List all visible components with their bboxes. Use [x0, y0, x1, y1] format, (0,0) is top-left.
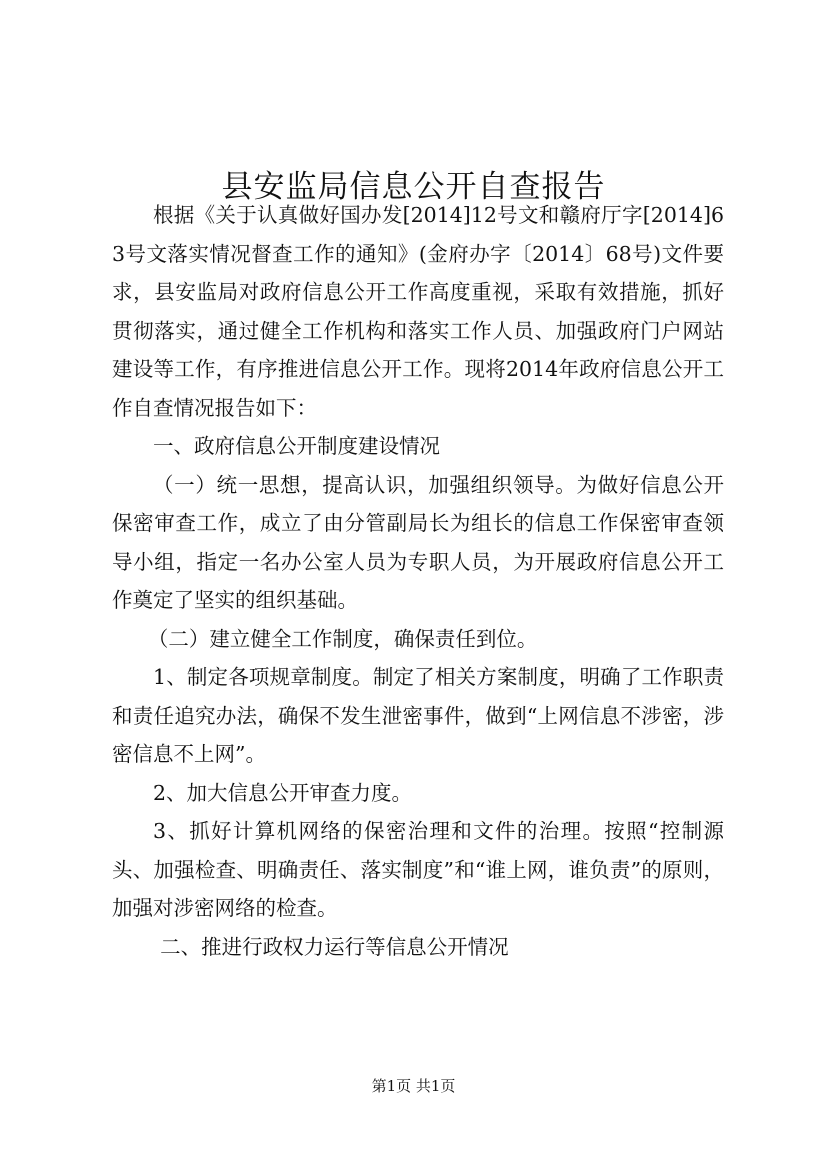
document-title: 县安监局信息公开自查报告 [221, 168, 606, 205]
intro-paragraph: 根据《关于认真做好国办发[2014]12号文和赣府厅字[2014]63号文落实情况督查工作的通知》(金府办字〔2014〕68号)文件要求，县安监局对政府信息公开工作高度重视，采取有效措施，抓好贯彻落实，通过健全工作机构和落实工作人员、加强政府门户网站建设等工作，有序推进信息公开工作。现将2014年政府信息公开工作自查情况报告如下： [112, 203, 724, 420]
section-heading-1: 一、政府信息公开制度建设情况 [153, 434, 440, 458]
list-item-paragraph-3: 3、抓好计算机网络的保密治理和文件的治理。按照“控制源头、加强检查、明确责任、落实制度”和“谁上网，谁负责”的原则，加强对涉密网络的检查。 [112, 819, 724, 920]
subsection-heading-2: （二）建立健全工作制度，确保责任到位。 [147, 626, 538, 651]
document-body [112, 196, 724, 966]
subsection-paragraph-1: （一）统一思想，提高认识，加强组织领导。为做好信息公开保密审查工作，成立了由分管副局长为组长的信息工作保密审查领导小组，指定一名办公室人员为专职人员，为开展政府信息公开工作奠定了坚实的组织基础。 [112, 472, 724, 612]
list-item-paragraph-1: 1、制定各项规章制度。制定了相关方案制度，明确了工作职责和责任追究办法，确保不发生泄密事件，做到“上网信息不涉密，涉密信息不上网”。 [112, 665, 724, 766]
page-footer: 第1页 共1页 [371, 1077, 456, 1095]
list-item-paragraph-2: 2、加大信息公开审查力度。 [153, 780, 413, 805]
section-heading-2: 二、推进行政权力运行等信息公开情况 [160, 934, 509, 959]
